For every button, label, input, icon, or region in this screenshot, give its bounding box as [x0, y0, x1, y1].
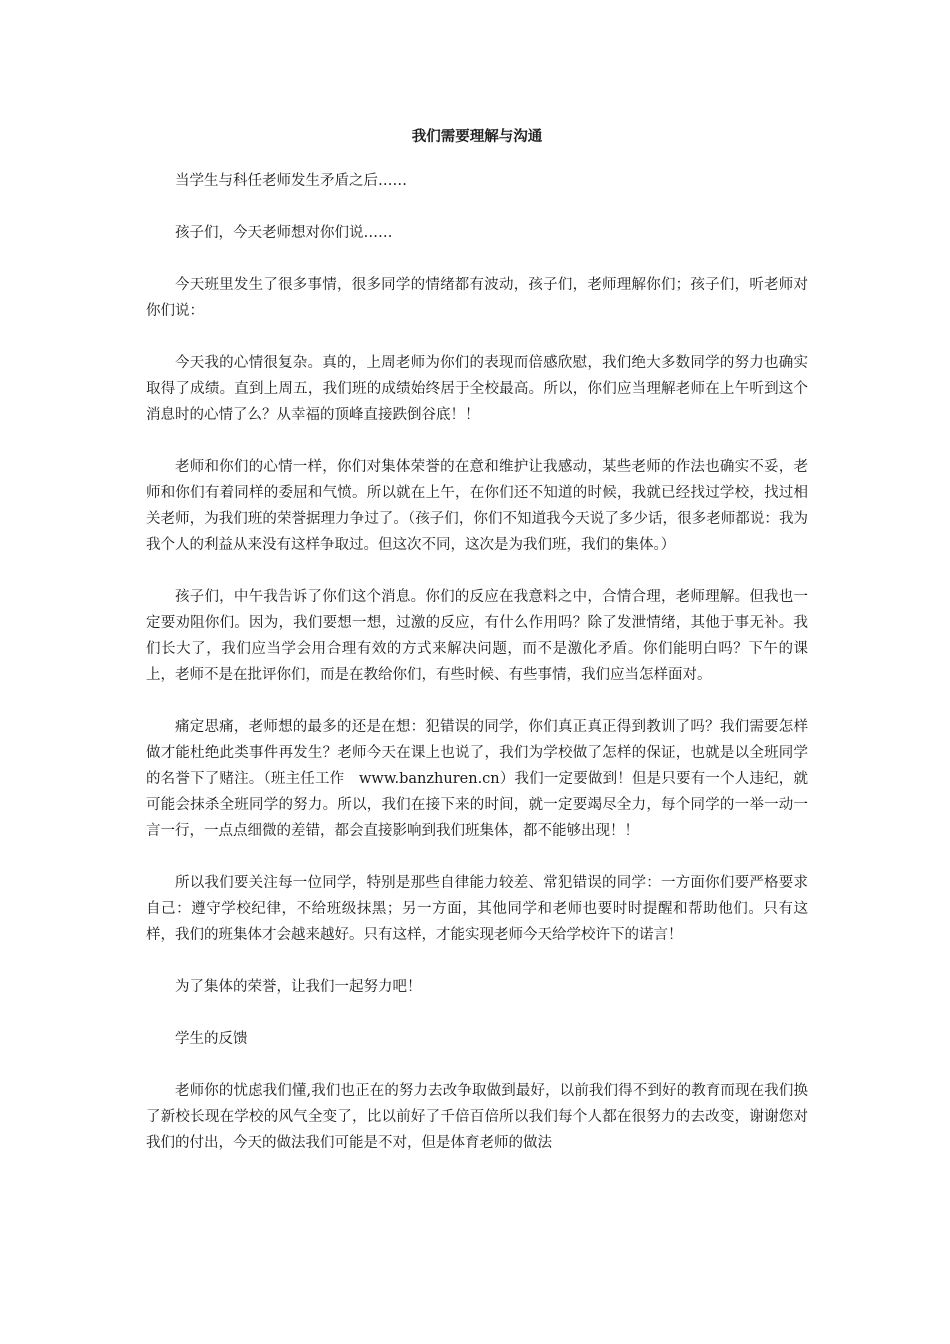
paragraph-4: 今天我的心情很复杂。真的，上周老师为你们的表现而倍感欣慰，我们绝大多数同学的努力也确实取得了成绩。直到上周五，我们班的成绩始终居于全校最高。所以，你们应当理解老师在上午听到这个消息时的心情了么？从幸福的顶峰直接跌倒谷底！！ [146, 355, 808, 423]
section-heading-student-feedback: 学生的反馈 [175, 1031, 248, 1047]
paragraph-7: 痛定思痛，老师想的最多的还是在想：犯错误的同学，你们真正真正得到教训了吗？我们需要怎样做才能杜绝此类事件再发生？老师今天在课上也说了，我们为学校做了怎样的保证，也就是以全班同学的名誉下了赌注。（班主任工作 www.banzhuren.cn）我们一定要做到！但是只要有一个人违纪，就可能会抹杀全班同学的努力。所以，我们在接下来的时间，就一定要竭尽全力，每个同学的一举一动一言一行，一点点细微的差错，都会直接影响到我们班集体，都不能够出现！！ [146, 719, 808, 839]
paragraph-1: 当学生与科任老师发生矛盾之后…… [175, 173, 407, 189]
paragraph-8: 所以我们要关注每一位同学，特别是那些自律能力较差、常犯错误的同学：一方面你们要严格要求自己：遵守学校纪律，不给班级抹黑；另一方面，其他同学和老师也要时时提醒和帮助他们。只有这样，我们的班集体才会越来越好。只有这样，才能实现老师今天给学校许下的诺言！ [146, 875, 808, 943]
paragraph-5: 老师和你们的心情一样，你们对集体荣誉的在意和维护让我感动，某些老师的作法也确实不妥，老师和你们有着同样的委屈和气愤。所以就在上午，在你们还不知道的时候，我就已经找过学校，找过相关老师，为我们班的荣誉据理力争过了。（孩子们，你们不知道我今天说了多少话，很多老师都说：我为我个人的利益从来没有这样争取过。但这次不同，这次是为我们班，我们的集体。） [146, 459, 808, 553]
paragraph-6: 孩子们，中午我告诉了你们这个消息。你们的反应在我意料之中，合情合理，老师理解。但我也一定要劝阻你们。因为，我们要想一想，过激的反应，有什么作用吗？除了发泄情绪，其他于事无补。我们长大了，我们应当学会用合理有效的方式来解决问题，而不是激化矛盾。你们能明白吗？下午的课上，老师不是在批评你们，而是在教给你们，有些时候、有些事情，我们应当怎样面对。 [146, 589, 808, 683]
document-page [146, 124, 808, 1182]
paragraph-3: 今天班里发生了很多事情，很多同学的情绪都有波动，孩子们，老师理解你们；孩子们，听老师对你们说： [146, 277, 808, 319]
paragraph-2: 孩子们，今天老师想对你们说…… [175, 225, 393, 241]
document-title: 我们需要理解与沟通 [411, 128, 543, 145]
paragraph-9: 为了集体的荣誉，让我们一起努力吧！ [175, 979, 422, 995]
paragraph-11: 老师你的忧虑我们懂,我们也正在的努力去改争取做到最好，以前我们得不到好的教育而现在我们换了新校长现在学校的风气全变了，比以前好了千倍百倍所以我们每个人都在很努力的去改变，谢谢您对我们的付出，今天的做法我们可能是不对，但是体育老师的做法 [146, 1083, 808, 1151]
